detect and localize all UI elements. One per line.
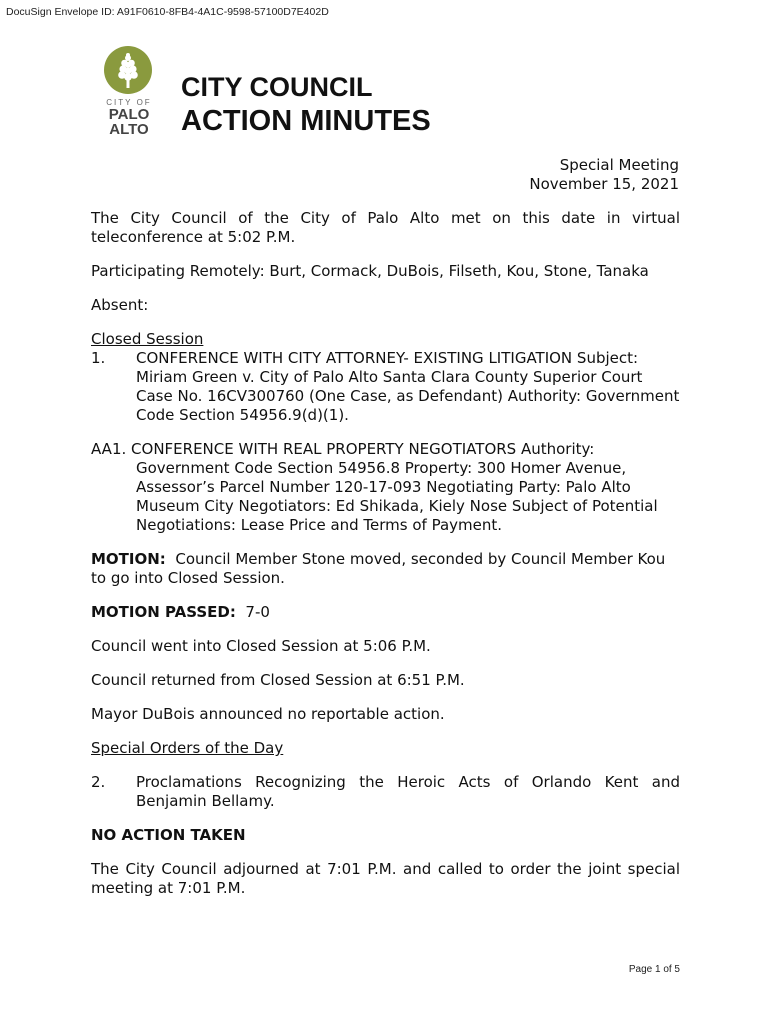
meeting-date: November 15, 2021 <box>529 175 679 193</box>
motion-passed <box>91 603 680 622</box>
item-number: 2. <box>91 773 106 791</box>
motion-text: Council Member Stone moved, seconded by Council Member Kou to go into Closed Session. <box>91 550 666 587</box>
logo-name-line2: ALTO <box>109 121 149 138</box>
item-text: Proclamations Recognizing the Heroic Acts of Orlando Kent and Benjamin Bellamy. <box>136 773 680 810</box>
document-title <box>181 70 431 138</box>
title-line2: ACTION MINUTES <box>181 105 431 137</box>
special-orders-heading: Special Orders of the Day <box>91 739 284 757</box>
closed-session-heading: Closed Session <box>91 330 204 348</box>
item-text: CONFERENCE WITH CITY ATTORNEY- EXISTING LITIGATION Subject: Miriam Green v. City of Palo Alto Santa Clara County Superior Court Case No. 16CV300760 (One Case, as Defendant) Authority: Government Code Section 54956.9(d)(1). <box>136 349 680 424</box>
motion-label: MOTION: <box>91 550 166 568</box>
meeting-type: Special Meeting <box>559 156 679 174</box>
city-logo <box>104 46 154 137</box>
envelope-id: DocuSign Envelope ID: A91F0610-8FB4-4A1C-9598-57100D7E402D <box>6 6 329 18</box>
motion-passed-label: MOTION PASSED: <box>91 603 236 621</box>
title-line1: CITY COUNCIL <box>181 72 373 102</box>
absent-line: Absent: <box>91 296 149 314</box>
closed-session-start: Council went into Closed Session at 5:06 P.M. <box>91 637 431 655</box>
item-text: CONFERENCE WITH REAL PROPERTY NEGOTIATORS Authority: Government Code Section 54956.8 Property: 300 Homer Avenue, Assessor’s Parcel Number 120-17-093 Negotiating Party: Palo Alto Museum City Negotiators: Ed Shikada, Kiely Nose Subject of Potential Negotiations: Lease Price and Terms of Payment. <box>131 440 658 534</box>
adjournment-paragraph: The City Council adjourned at 7:01 P.M. and called to order the joint special meeting at 7:01 P.M. <box>91 860 680 897</box>
tree-icon <box>104 46 152 94</box>
no-action-taken: NO ACTION TAKEN <box>91 826 246 844</box>
page-number: Page 1 of 5 <box>628 964 680 975</box>
motion-paragraph <box>91 550 680 588</box>
item-number: AA1. <box>91 440 127 458</box>
motion-passed-value: 7-0 <box>245 603 270 621</box>
logo-city-of: CITY OF <box>106 98 152 107</box>
participating-line: Participating Remotely: Burt, Cormack, DuBois, Filseth, Kou, Stone, Tanaka <box>91 262 649 280</box>
mayor-announcement: Mayor DuBois announced no reportable action. <box>91 705 445 723</box>
minutes-body <box>91 209 680 898</box>
item-number: 1. <box>91 349 106 367</box>
meeting-info <box>529 156 679 194</box>
special-orders-item-2 <box>91 773 680 811</box>
closed-session-end: Council returned from Closed Session at 6:51 P.M. <box>91 671 465 689</box>
intro-paragraph: The City Council of the City of Palo Alto met on this date in virtual teleconference at 5:02 P.M. <box>91 209 680 246</box>
closed-session-item-aa1 <box>91 440 680 535</box>
logo-name-line1: PALO <box>108 106 150 123</box>
closed-session-item-1 <box>91 349 680 425</box>
